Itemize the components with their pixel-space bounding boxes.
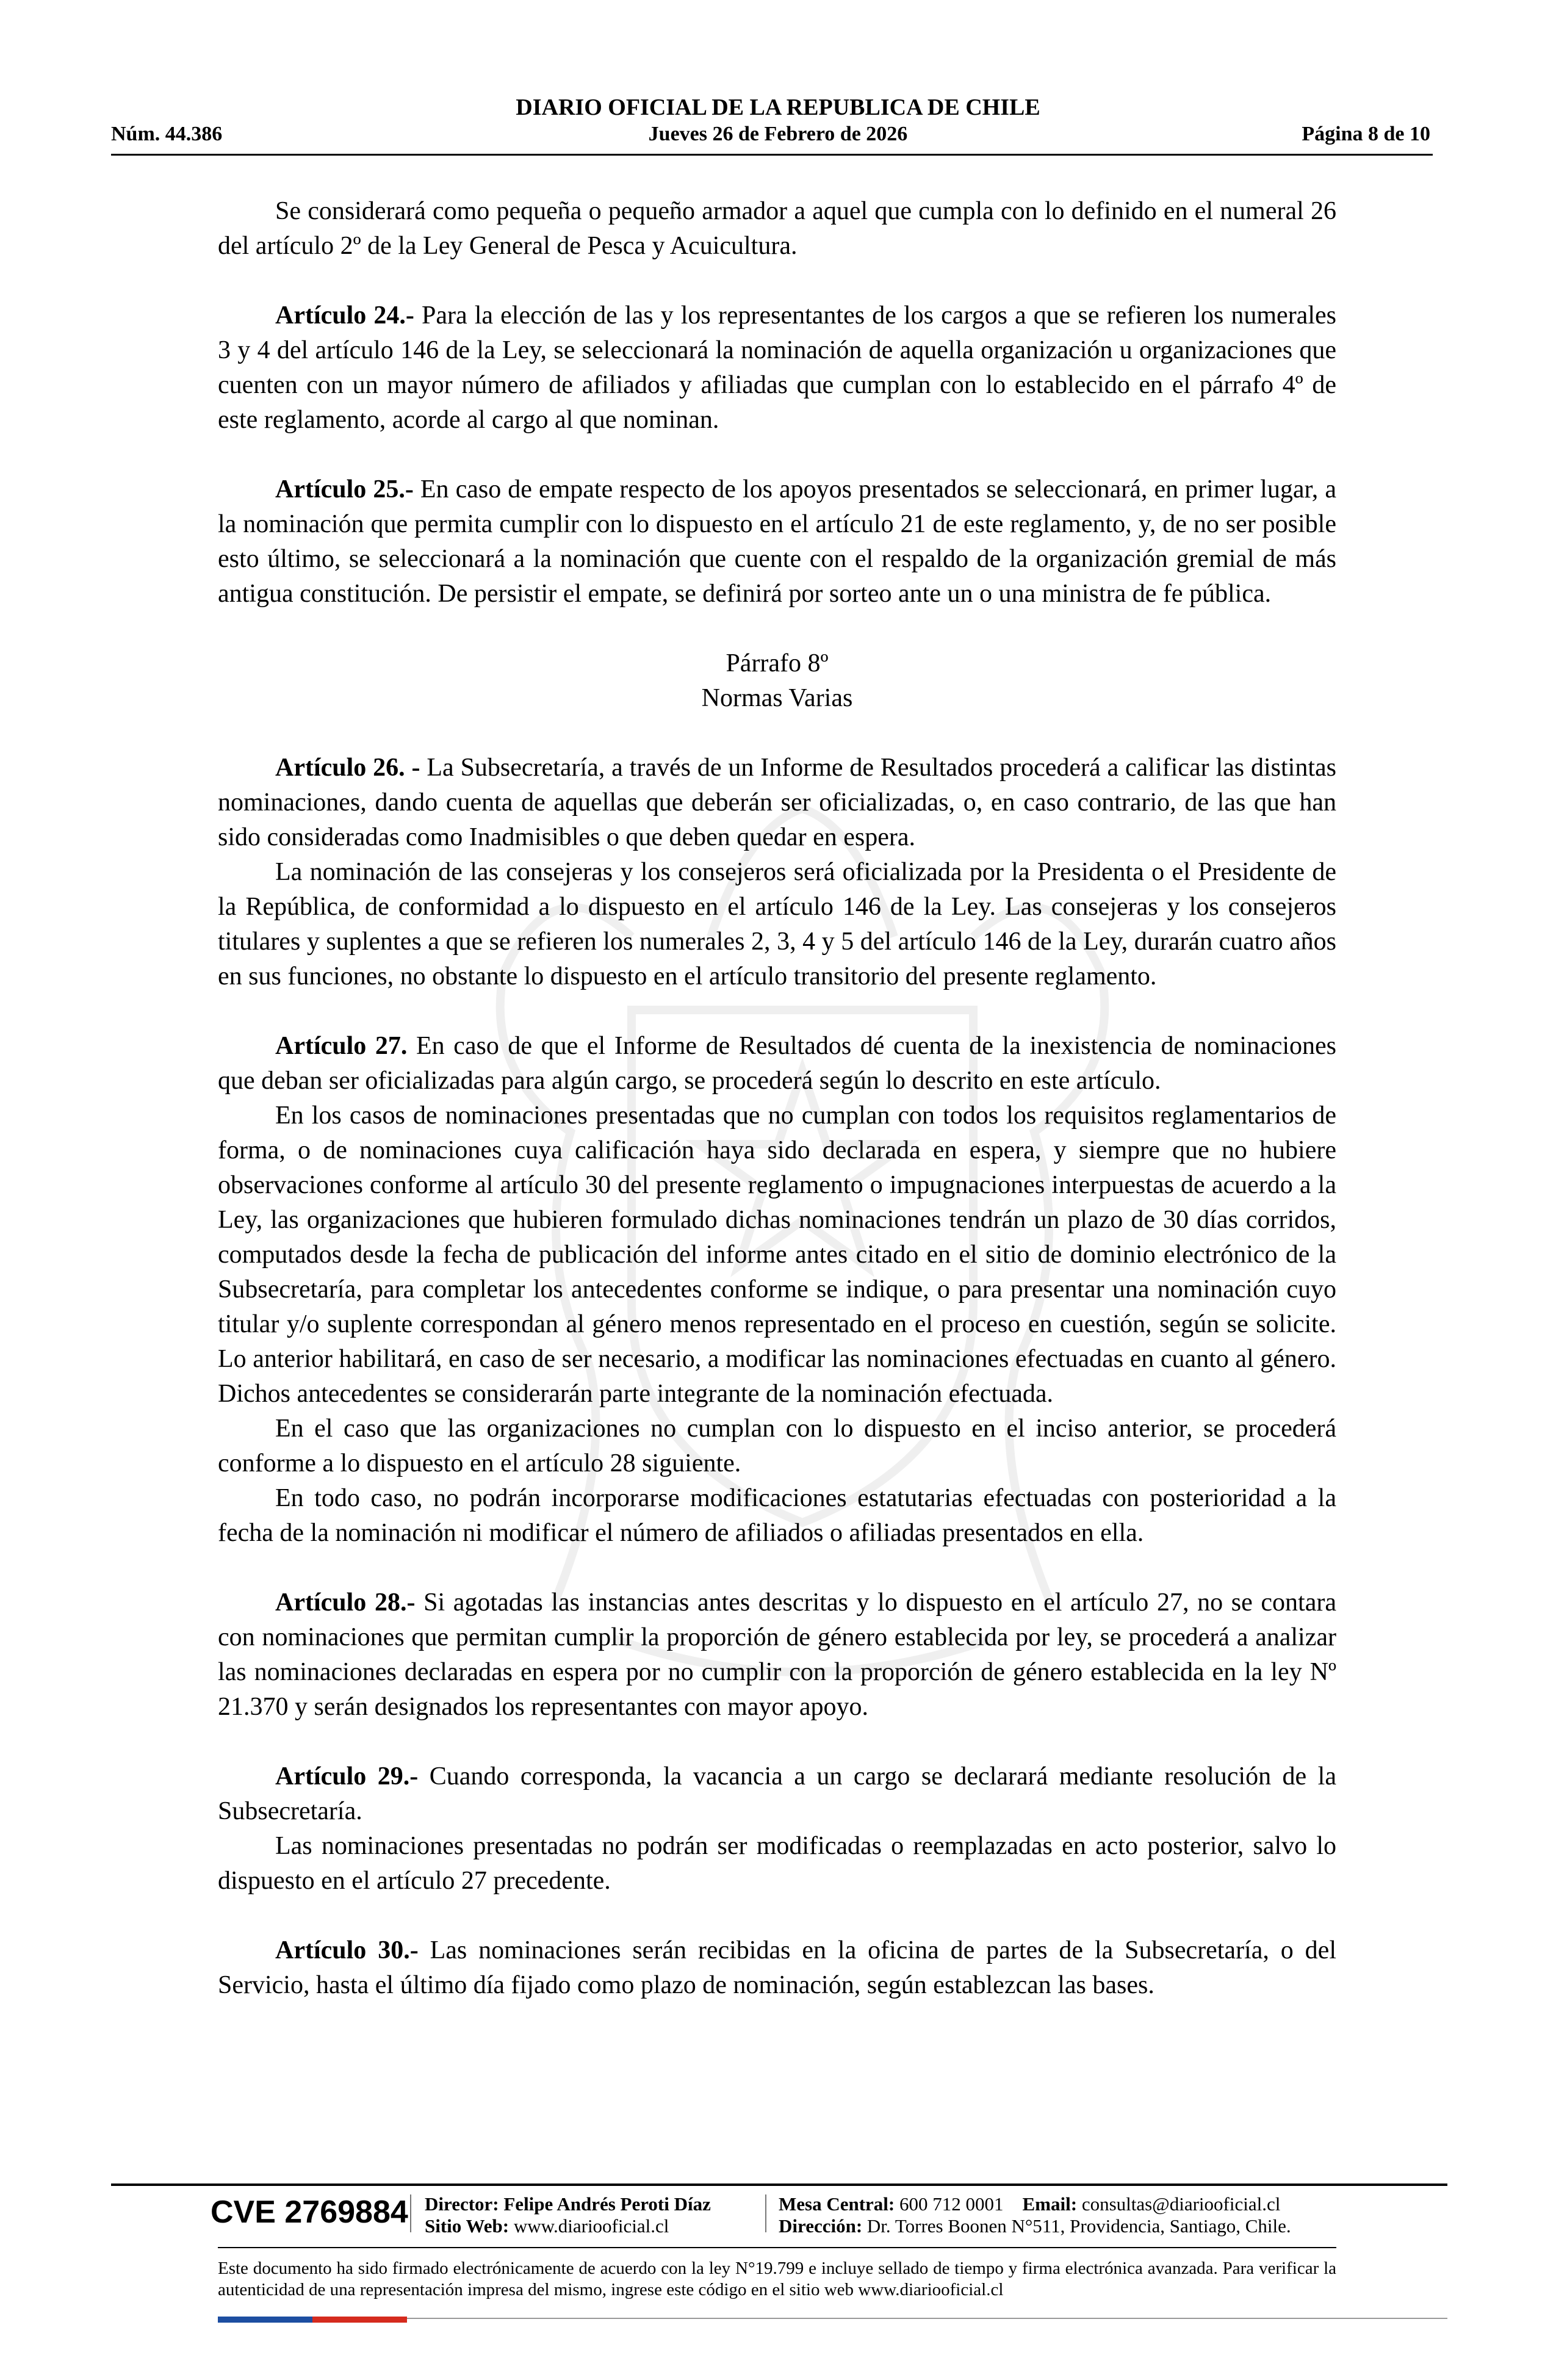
newspaper-title: DIARIO OFICIAL DE LA REPUBLICA DE CHILE (516, 95, 1040, 120)
article-27-text: En caso de que el Informe de Resultados dé cuenta de la inexistencia de nominaciones que deban ser oficializadas para algún cargo, se procederá según lo descrito en este artículo. (218, 1032, 1336, 1095)
paragraph-small-shipowner: Se considerará como pequeña o pequeño armador a aquel que cumpla con lo definido en el numeral 26 del artículo 2º de la Ley General de Pesca y Acuicultura. (218, 197, 1336, 260)
issue-number: Núm. 44.386 (111, 123, 223, 145)
article-29-text: Cuando corresponda, la vacancia a un cargo se declarará mediante resolución de la Subsecretaría. (218, 1762, 1336, 1825)
article-28-text: Si agotadas las instancias antes descritas y lo dispuesto en el artículo 27, no se contara con nominaciones que permitan cumplir la proporción de género establecida por ley, se procederá a analizar las nominaciones declaradas en espera por no cumplir con la proporción de género establecida en la ley Nº 21.370 y serán designados los representantes con mayor apoyo. (218, 1588, 1336, 1721)
flag-blue-segment (218, 2317, 312, 2323)
article-24 (218, 298, 1336, 438)
page-number: Página 8 de 10 (1302, 123, 1430, 145)
footer-separator (765, 2194, 766, 2232)
article-28 (218, 1585, 1336, 1725)
footer-separator (410, 2194, 411, 2232)
article-27-paragraph-4: En todo caso, no podrán incorporarse modificaciones estatutarias efectuadas con posterioridad a la fecha de la nominación ni modificar el número de afiliados o afiliadas presentados en ella. (218, 1484, 1336, 1547)
address-label: Dirección: (779, 2215, 863, 2237)
footer-contact-column (779, 2193, 1291, 2237)
article-27-paragraph-3: En el caso que las organizaciones no cumplan con lo dispuesto en el inciso anterior, se procederá conforme a lo dispuesto en el artículo 28 siguiente. (218, 1415, 1336, 1477)
footer-director-column (425, 2193, 711, 2237)
article-29 (218, 1759, 1336, 1829)
header-divider (111, 154, 1433, 156)
article-29-paragraph-2: Las nominaciones presentadas no podrán ser modificadas o reemplazadas en acto posterior, salvo lo dispuesto en el artículo 27 precedente. (218, 1832, 1336, 1895)
mesa-central-label: Mesa Central: (779, 2193, 895, 2215)
article-30-title: Artículo 30.- (275, 1936, 419, 1964)
article-24-text: Para la elección de las y los representantes de los cargos a que se refieren los numerales 3 y 4 del artículo 146 de la Ley, se seleccionará la nominación de aquella organización u organizaciones que cuenten con un mayor número de afiliados y afiliadas que cumplan con lo establecido en el párrafo 4º de este reglamento, acorde al cargo al que nominan. (218, 301, 1336, 434)
issue-date: Jueves 26 de Febrero de 2026 (648, 123, 908, 145)
article-25-text: En caso de empate respecto de los apoyos presentados se seleccionará, en primer lugar, a la nominación que permita cumplir con lo dispuesto en el artículo 21 de este reglamento, y, de no ser posible esto último, se seleccionará a la nominación que cuente con el respaldo de la organización gremial de más antigua constitución. De persistir el empate, se definirá por sorteo ante un o una ministra de fe pública. (218, 475, 1336, 608)
website-label: Sitio Web: (425, 2215, 510, 2237)
flag-red-segment (312, 2317, 407, 2323)
article-27-title: Artículo 27. (275, 1032, 408, 1060)
email-link[interactable]: consultas@diariooficial.cl (1081, 2193, 1281, 2215)
electronic-signature-notice: Este documento ha sido firmado electrónicamente de acuerdo con la ley N°19.799 e incluye sellado de tiempo y firma electrónica avanzada. Para verificar la autenticidad de una representación impresa del mismo, ingrese este código en el sitio web www.diariooficial.cl (218, 2259, 1336, 2299)
chilean-flag-stripe (218, 2317, 407, 2323)
section-name: Normas Varias (701, 684, 853, 712)
article-30-text: Las nominaciones serán recibidas en la oficina de partes de la Subsecretaría, o del Servicio, hasta el último día fijado como plazo de nominación, según establezcan las bases. (218, 1936, 1336, 1999)
cve-code: CVE 2769884 (211, 2194, 408, 2230)
director-name: Felipe Andrés Peroti Díaz (503, 2193, 711, 2215)
article-26-paragraph-2: La nominación de las consejeras y los consejeros será oficializada por la Presidenta o el Presidente de la República, de conformidad a lo dispuesto en el artículo 146 de la Ley. Las consejeras y los consejeros titulares y suplentes a que se refieren los numerales 2, 3, 4 y 5 del artículo 146 de la Ley, durarán cuatro años en sus funciones, no obstante lo dispuesto en el artículo transitorio del presente reglamento. (218, 858, 1336, 990)
article-26 (218, 751, 1336, 855)
article-27 (218, 1029, 1336, 1098)
article-25-title: Artículo 25.- (275, 475, 414, 503)
article-30 (218, 1933, 1336, 2003)
email-label: Email: (1022, 2193, 1078, 2215)
article-25 (218, 472, 1336, 611)
article-24-title: Artículo 24.- (275, 301, 414, 330)
address-value: Dr. Torres Boonen N°511, Providencia, Santiago, Chile. (866, 2215, 1291, 2237)
section-number: Párrafo 8º (726, 649, 829, 677)
footer-divider-top (111, 2183, 1447, 2186)
article-29-title: Artículo 29.- (275, 1762, 419, 1790)
article-26-title: Artículo 26. - (275, 754, 420, 782)
mesa-central-phone: 600 712 0001 (899, 2193, 1004, 2215)
article-26-text: La Subsecretaría, a través de un Informe de Resultados procederá a calificar las distintas nominaciones, dando cuenta de aquellas que deberán ser oficializadas, o, en caso contrario, de las que han sido consideradas como Inadmisibles o que deben quedar en espera. (218, 754, 1336, 851)
director-label: Director: (425, 2193, 499, 2215)
article-28-title: Artículo 28.- (275, 1588, 416, 1617)
website-link[interactable]: www.diariooficial.cl (513, 2215, 669, 2237)
document-body (218, 194, 1336, 2003)
footer-divider-middle (218, 2247, 1336, 2248)
article-27-paragraph-2: En los casos de nominaciones presentadas que no cumplan con todos los requisitos reglamentarios de forma, o de nominaciones cuya calificación haya sido declarada en espera, y siempre que no hubiere observaciones conforme al artículo 30 del presente reglamento o impugnaciones interpuestas de acuerdo a la Ley, las organizaciones que hubieren formulado dichas nominaciones tendrán un plazo de 30 días corridos, computados desde la fecha de publicación del informe antes citado en el sitio de dominio electrónico de la Subsecretaría, para completar los antecedentes conforme se indique, o para presentar una nominación cuyo titular y/o suplente correspondan al género menos representado en el proceso en cuestión, según se solicite. Lo anterior habilitará, en caso de ser necesario, a modificar las nominaciones efectuadas en cuanto al género. Dichos antecedentes se considerarán parte integrante de la nominación efectuada. (218, 1102, 1336, 1408)
